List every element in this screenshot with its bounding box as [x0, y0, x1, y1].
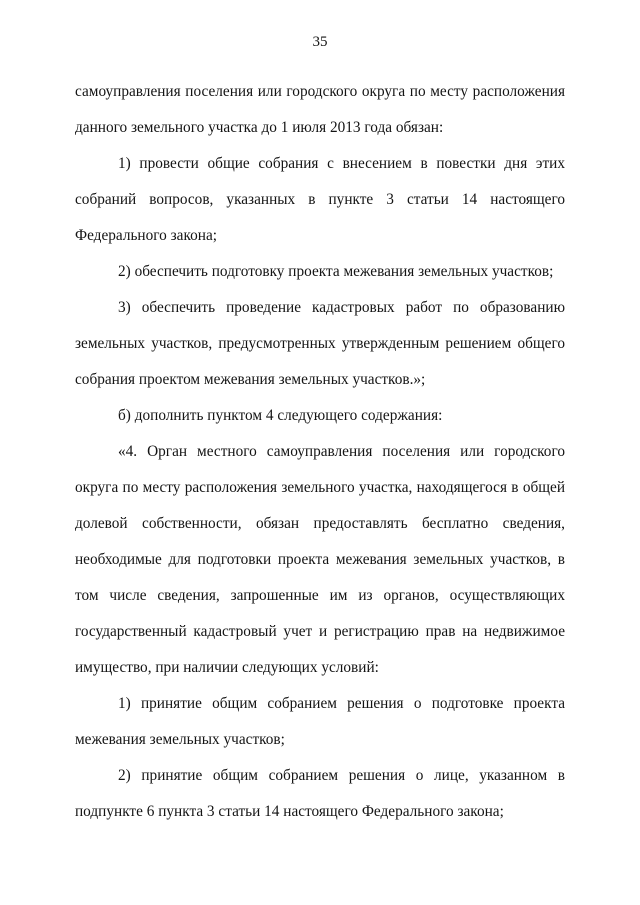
paragraph-item-1: 1) провести общие собрания с внесением в повестки дня этих собраний вопросов, указанных в пункте 3 статьи 14 настоящего Федерального закона;	[75, 155, 565, 244]
paragraph-condition-2: 2) принятие общим собранием решения о лице, указанном в подпункте 6 пункта 3 статьи 14 настоящего Федерального закона;	[75, 767, 565, 820]
paragraph-item-3: 3) обеспечить проведение кадастровых работ по образованию земельных участков, предусмотренных утвержденным решением общего собрания проектом межевания земельных участков.»;	[75, 299, 565, 388]
page-number: 35	[312, 34, 328, 50]
paragraph-continuation: самоуправления поселения или городского округа по месту расположения данного земельного участка до 1 июля 2013 года обязан:	[75, 83, 565, 136]
document-body	[75, 74, 565, 830]
paragraph-condition-1: 1) принятие общим собранием решения о подготовке проекта межевания земельных участков;	[75, 695, 565, 748]
paragraph-point-4: «4. Орган местного самоуправления поселения или городского округа по месту расположения земельного участка, находящегося в общей долевой собственности, обязан предоставлять бесплатно сведения, необходимые для подготовки проекта межевания земельных участков, в том числе сведения, запрошенные им из органов, осуществляющих государственный кадастровый учет и регистрацию прав на недвижимое имущество, при наличии следующих условий:	[75, 443, 565, 676]
paragraph-item-2: 2) обеспечить подготовку проекта межевания земельных участков;	[118, 263, 554, 280]
paragraph-amendment-b: б) дополнить пунктом 4 следующего содержания:	[118, 407, 443, 424]
